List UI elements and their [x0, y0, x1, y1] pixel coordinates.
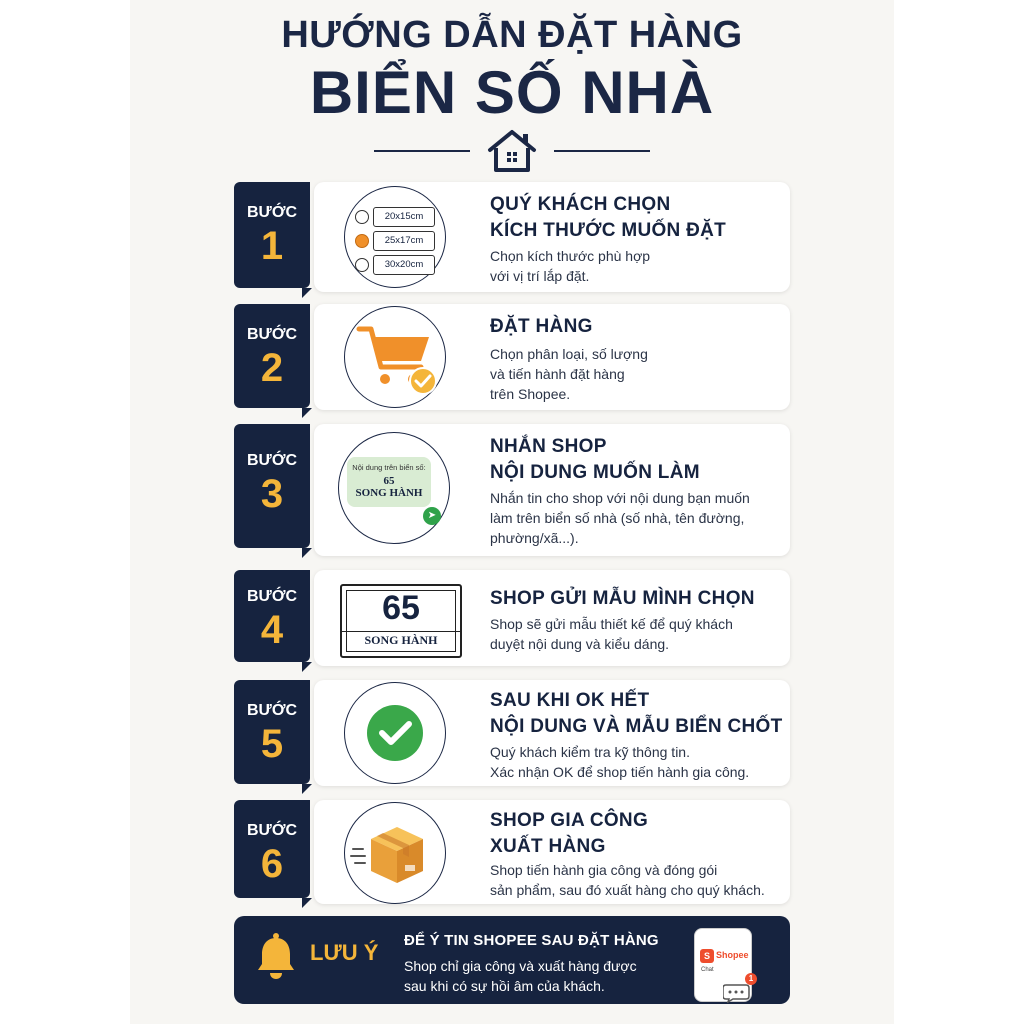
house-number-plate	[340, 584, 462, 658]
radio-icon	[355, 210, 369, 224]
badge-corner	[302, 408, 312, 418]
step-heading-line: QUÝ KHÁCH CHỌN	[490, 194, 671, 215]
chat-label: Chat	[701, 967, 714, 973]
message-line: SONG HÀNH	[355, 487, 423, 499]
step-2	[234, 304, 790, 410]
badge-corner	[302, 898, 312, 908]
step-description-line: làm trên biển số nhà (số nhà, tên đường,	[490, 510, 745, 526]
message-line: 65	[383, 475, 395, 487]
divider-right	[554, 150, 650, 152]
step-label: BƯỚC	[246, 588, 298, 605]
step-badge	[234, 680, 310, 784]
note-description	[404, 956, 637, 996]
step-badge	[234, 424, 310, 548]
shopee-logo-icon: S	[700, 949, 714, 963]
badge-corner	[302, 662, 312, 672]
step-heading	[490, 434, 700, 486]
package-box-icon	[345, 803, 445, 903]
radio-icon	[355, 258, 369, 272]
step-heading-line: SHOP GỬI MẪU MÌNH CHỌN	[490, 588, 755, 609]
step-5	[234, 680, 790, 786]
step-description	[490, 614, 733, 654]
step-description-line: với vị trí lắp đặt.	[490, 268, 590, 284]
badge-corner	[302, 784, 312, 794]
check-illustration	[344, 682, 446, 784]
size-option-selected[interactable]	[355, 231, 439, 251]
notification-badge: 1	[745, 973, 757, 985]
size-option-label: 20x15cm	[373, 207, 435, 227]
step-number: 3	[260, 472, 284, 516]
note-description-line: sau khi có sự hồi âm của khách.	[404, 978, 605, 994]
step-heading	[490, 586, 755, 612]
shopee-app-name: Shopee	[716, 950, 749, 960]
plate-number: 65	[382, 589, 420, 627]
step-heading	[490, 808, 648, 860]
step-description	[490, 246, 650, 286]
note-description-line: Shop chỉ gia công và xuất hàng được	[404, 958, 637, 974]
message-bubble	[347, 457, 431, 507]
step-badge	[234, 304, 310, 408]
step-number: 2	[260, 346, 284, 390]
step-heading-line: SHOP GIA CÔNG	[490, 810, 649, 831]
shopping-cart-icon	[345, 307, 445, 407]
step-description	[490, 344, 648, 404]
step-label: BƯỚC	[246, 326, 298, 343]
step-heading-line: NHẮN SHOP	[490, 436, 607, 457]
message-illustration	[338, 432, 450, 544]
note-heading: ĐỂ Ý TIN SHOPEE SAU ĐẶT HÀNG	[404, 932, 659, 949]
step-description	[490, 860, 765, 900]
step-description	[490, 742, 749, 782]
step-description-line: và tiến hành đặt hàng	[490, 366, 625, 382]
cart-illustration	[344, 306, 446, 408]
size-option[interactable]	[355, 255, 439, 275]
step-4	[234, 570, 790, 666]
step-number: 5	[260, 722, 284, 766]
step-description-line: Quý khách kiểm tra kỹ thông tin.	[490, 744, 690, 760]
step-number: 1	[260, 224, 284, 268]
step-description-line: phường/xã...).	[490, 530, 579, 546]
step-heading-line: NỘI DUNG VÀ MẪU BIỂN CHỐT	[490, 716, 783, 737]
step-heading-line: KÍCH THƯỚC MUỐN ĐẶT	[490, 220, 727, 241]
step-heading	[490, 192, 726, 244]
house-icon	[486, 128, 538, 174]
message-line: Nội dung trên biển số:	[352, 463, 426, 472]
radio-selected-icon	[355, 234, 369, 248]
page-title-line1: HƯỚNG DẪN ĐẶT HÀNG	[281, 14, 743, 56]
step-3	[234, 424, 790, 556]
send-icon: ➤	[423, 507, 441, 525]
step-badge	[234, 570, 310, 662]
divider-left	[374, 150, 470, 152]
step-description-line: duyệt nội dung và kiểu dáng.	[490, 636, 670, 652]
step-number: 4	[260, 608, 284, 652]
step-badge	[234, 800, 310, 898]
step-heading-line: NỘI DUNG MUỐN LÀM	[490, 462, 700, 483]
step-number: 6	[260, 842, 284, 886]
step-description-line: Shop tiến hành gia công và đóng gói	[490, 862, 718, 878]
bell-icon	[256, 932, 296, 982]
note-panel	[234, 916, 790, 1004]
step-description-line: Nhắn tin cho shop với nội dung bạn muốn	[490, 490, 750, 506]
step-description	[490, 488, 750, 548]
note-title: LƯU Ý	[310, 940, 379, 965]
package-illustration	[344, 802, 446, 904]
step-heading	[490, 314, 593, 340]
size-option-label: 25x17cm	[373, 231, 435, 251]
badge-corner	[302, 548, 312, 558]
step-heading-line: ĐẶT HÀNG	[490, 316, 593, 337]
step-label: BƯỚC	[246, 452, 298, 469]
step-label: BƯỚC	[246, 702, 298, 719]
step-label: BƯỚC	[246, 822, 298, 839]
step-description-line: Xác nhận OK để shop tiến hành gia công.	[490, 764, 750, 780]
step-description-line: Shop sẽ gửi mẫu thiết kế để quý khách	[490, 616, 733, 632]
badge-corner	[302, 288, 312, 298]
check-circle-icon	[345, 683, 445, 783]
step-description-line: Chọn phân loại, số lượng	[490, 346, 648, 362]
step-1	[234, 182, 790, 292]
step-heading-line: SAU KHI OK HẾT	[490, 690, 650, 711]
step-label: BƯỚC	[246, 204, 298, 221]
step-description-line: Chọn kích thước phù hợp	[490, 248, 651, 264]
page-title-line2: BIỂN SỐ NHÀ	[309, 59, 715, 126]
size-options-illustration	[344, 186, 446, 288]
step-description-line: sản phẩm, sau đó xuất hàng cho quý khách.	[490, 882, 765, 898]
phone-illustration	[694, 928, 752, 1002]
step-6	[234, 800, 790, 904]
step-heading	[490, 688, 783, 740]
step-description-line: trên Shopee.	[490, 386, 571, 402]
step-heading-line: XUẤT HÀNG	[490, 836, 606, 857]
size-option-label: 30x20cm	[373, 255, 435, 275]
plate-street: SONG HÀNH	[342, 631, 460, 648]
size-option[interactable]	[355, 207, 439, 227]
step-badge	[234, 182, 310, 288]
poster	[130, 0, 894, 1024]
